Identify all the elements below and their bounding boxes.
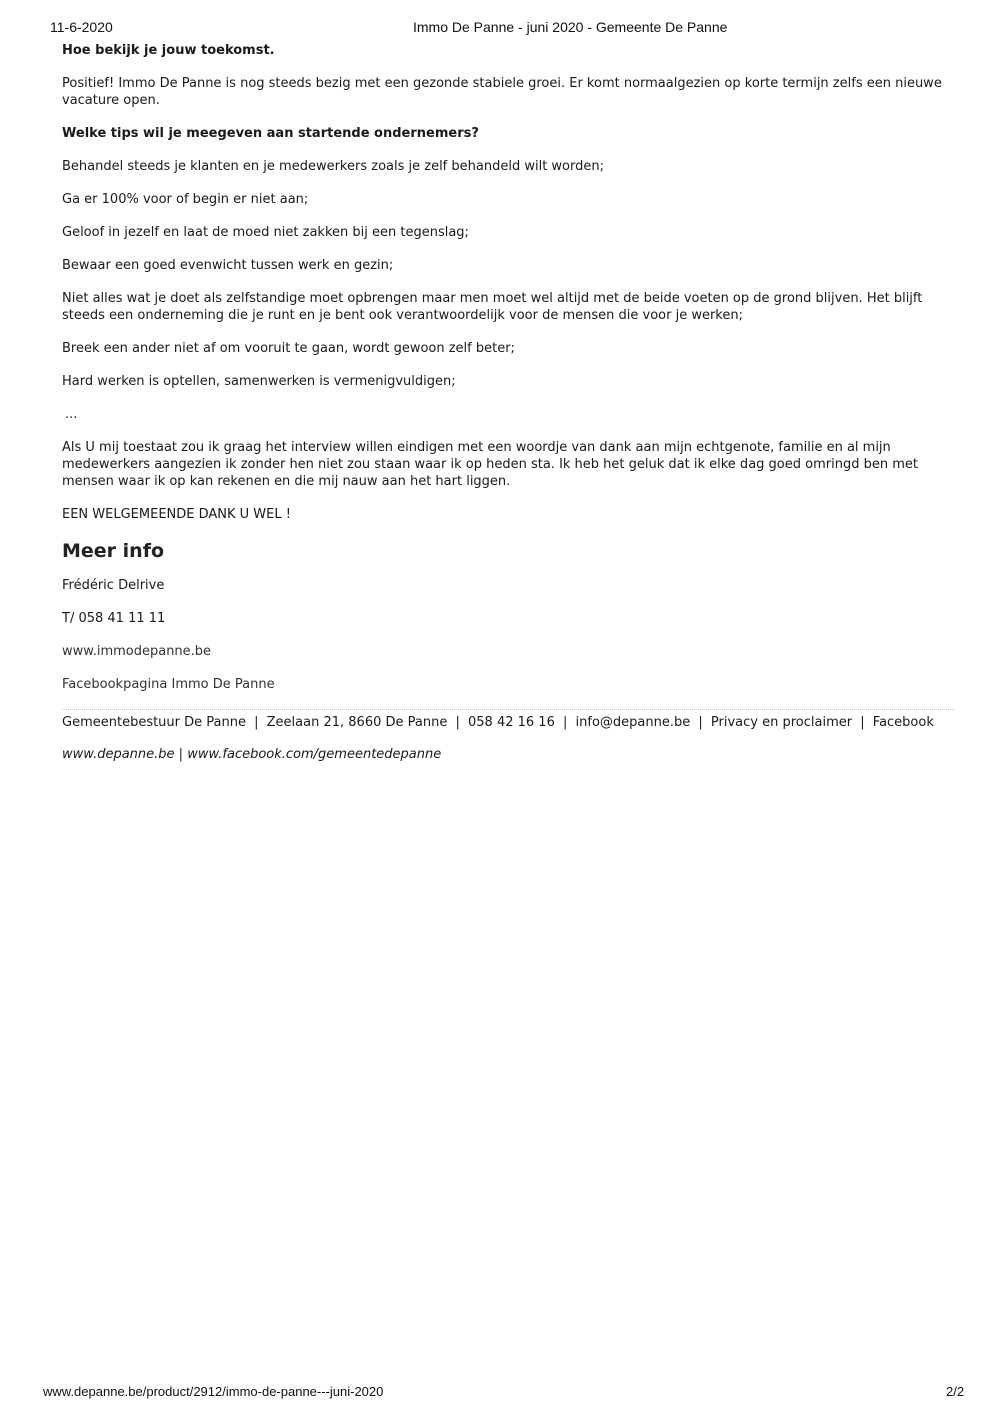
footer-separator: | [698, 715, 703, 730]
thanks-line: EEN WELGEMEENDE DANK U WEL ! [62, 507, 291, 522]
more-info-heading: Meer info [62, 540, 165, 562]
footer-separator: | [178, 747, 184, 762]
tip-item: Bewaar een goed evenwicht tussen werk en gezin; [62, 258, 394, 273]
footer-address: Zeelaan 21, 8660 De Panne [266, 715, 448, 730]
answer-future: Positief! Immo De Panne is nog steeds bezig met een gezonde stabiele groei. Er komt normaalgezien op korte termijn zelfs een nieuwe vacature open. [62, 76, 942, 108]
print-footer [0, 1384, 1008, 1402]
footer-separator: | [254, 715, 259, 730]
tip-item: Hard werken is optellen, samenwerken is vermenigvuldigen; [62, 374, 456, 389]
tip-item: Niet alles wat je doet als zelfstandige moet opbrengen maar men moet wel altijd met de beide voeten op de grond blijven. Het blijft steeds een onderneming die je runt en je bent ook verantwoordelijk voor de mensen die voor je werken; [62, 291, 923, 323]
tip-item: Breek een ander niet af om vooruit te gaan, wordt gewoon zelf beter; [62, 341, 515, 356]
footer-sites [62, 746, 952, 764]
footer-separator: | [563, 715, 568, 730]
tip-item: Geloof in jezelf en laat de moed niet zakken bij een tegenslag; [62, 225, 469, 240]
print-url: www.depanne.be/product/2912/immo-de-panne---juni-2020 [43, 1384, 384, 1399]
footer-phone: 058 42 16 16 [468, 715, 555, 730]
tip-item: Behandel steeds je klanten en je medewerkers zoals je zelf behandeld wilt worden; [62, 159, 604, 174]
question-future: Hoe bekijk je jouw toekomst. [62, 43, 275, 58]
footer-email-link[interactable]: info@depanne.be [575, 715, 691, 730]
footer-site-link[interactable]: www.depanne.be [62, 747, 175, 762]
question-tips: Welke tips wil je meegeven aan startende ondernemers? [62, 126, 479, 141]
contact-phone: T/ 058 41 11 11 [62, 611, 166, 626]
closing-paragraph: Als U mij toestaat zou ik graag het interview willen eindigen met een woordje van dank aan mijn echtgenote, familie en al mijn medewerkers aangezien ik zonder hen niet zou staan waar ik op heden sta. Ik heb het geluk dat ik elke dag goed omringd ben met mensen waar ik op kan rekenen en die mij nauw aan het hart liggen. [62, 440, 918, 489]
print-page-number: 2/2 [946, 1384, 965, 1399]
footer-org: Gemeentebestuur De Panne [62, 715, 246, 730]
article-content [62, 42, 952, 780]
footer-separator: | [860, 715, 865, 730]
footer-facebook-link[interactable]: Facebook [872, 715, 934, 730]
footer-facebook-url-link[interactable]: www.facebook.com/gemeentedepanne [187, 747, 442, 762]
contact-name: Frédéric Delrive [62, 578, 165, 593]
print-header [0, 19, 1008, 37]
contact-facebook-link[interactable]: Facebookpagina Immo De Panne [62, 677, 275, 692]
ellipsis: ... [65, 407, 78, 422]
contact-website-link[interactable]: www.immodepanne.be [62, 644, 212, 659]
footer-divider [62, 709, 955, 710]
print-page-title: Immo De Panne - juni 2020 - Gemeente De Panne [413, 19, 728, 35]
footer-privacy-link[interactable]: Privacy en proclaimer [710, 715, 853, 730]
print-date: 11-6-2020 [50, 19, 113, 35]
tip-item: Ga er 100% voor of begin er niet aan; [62, 192, 309, 207]
site-footer [62, 714, 952, 732]
footer-separator: | [455, 715, 460, 730]
